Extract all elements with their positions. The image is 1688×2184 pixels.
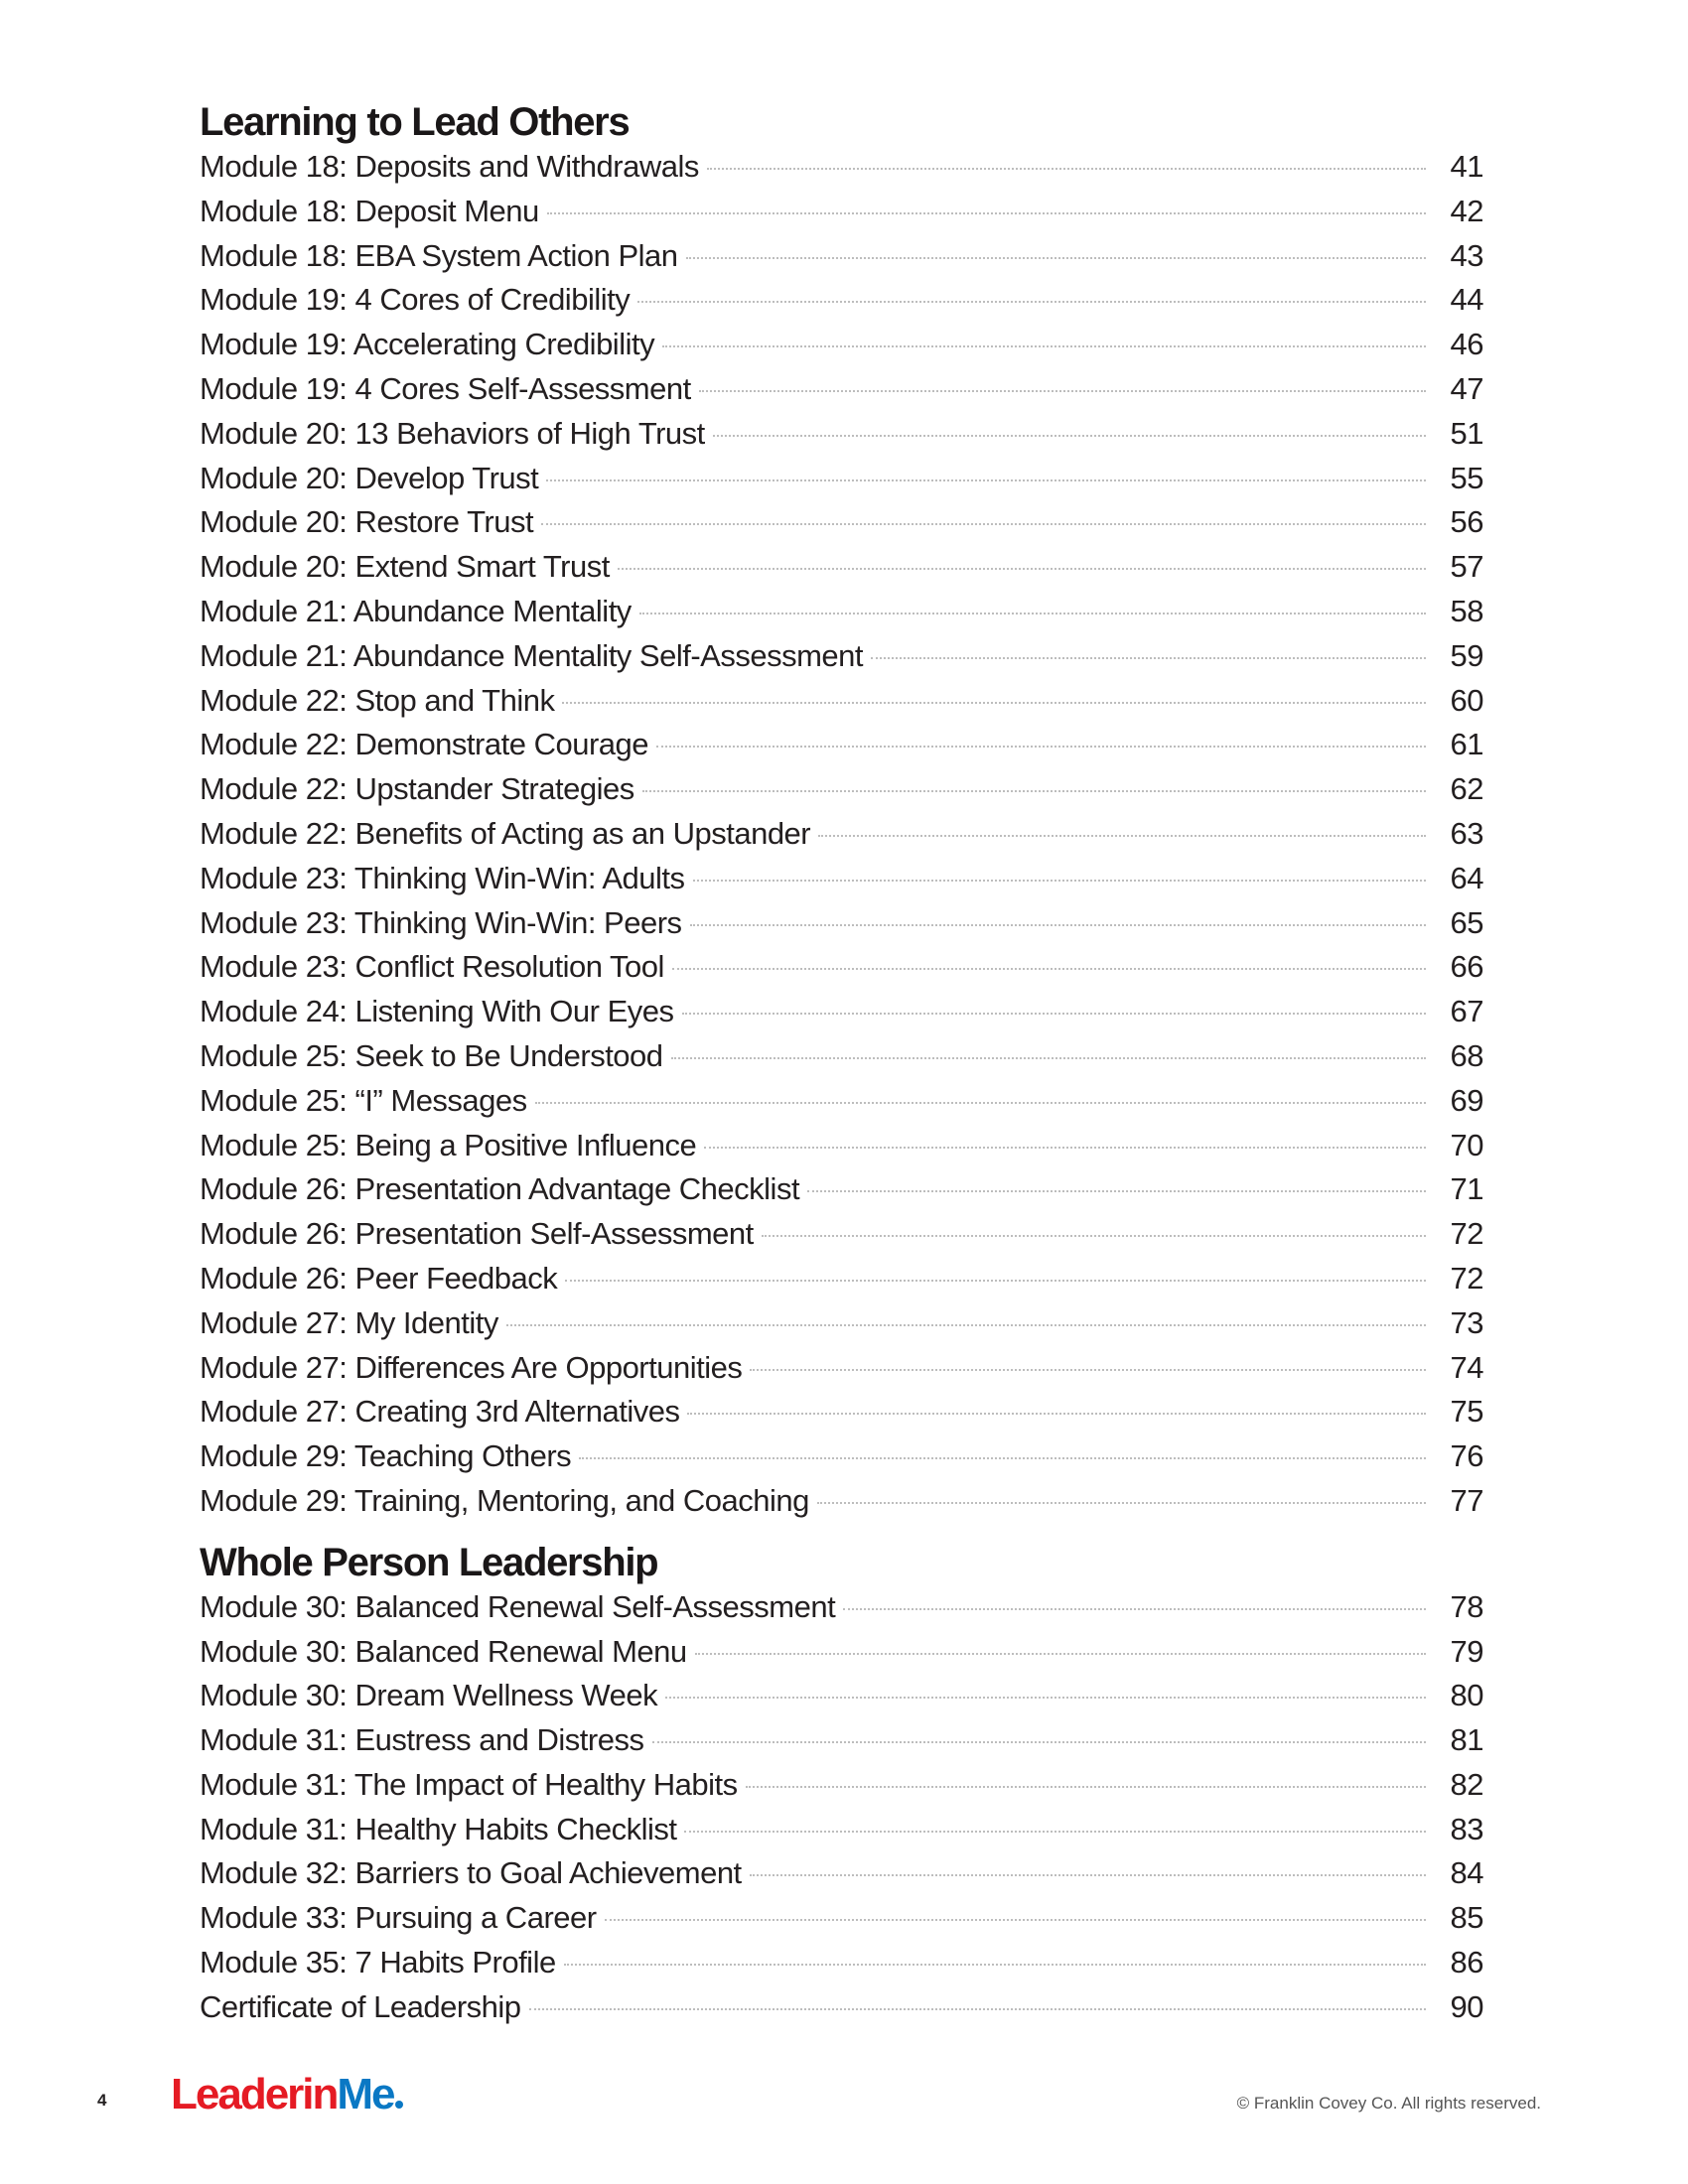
dot-leader (695, 1653, 1426, 1655)
toc-entry-title: Certificate of Leadership (200, 1988, 521, 2024)
toc-entry-title: Module 19: 4 Cores of Credibility (200, 282, 631, 318)
toc-entry-title: Module 30: Balanced Renewal Menu (200, 1633, 687, 1669)
toc-entry-title: Module 31: Healthy Habits Checklist (200, 1811, 677, 1846)
dot-leader (713, 435, 1426, 437)
dot-leader (682, 1013, 1426, 1015)
toc-entry-title: Module 20: Extend Smart Trust (200, 549, 610, 585)
toc-entry-title: Module 25: Seek to Be Understood (200, 1037, 663, 1073)
toc-entry-page: 51 (1450, 415, 1483, 451)
toc-entry-page: 60 (1450, 682, 1483, 718)
dot-leader (656, 746, 1426, 748)
toc-entry[interactable] (200, 504, 1483, 549)
toc-entry[interactable] (200, 1945, 1483, 1989)
dot-leader (672, 968, 1426, 970)
toc-entry-page: 82 (1450, 1766, 1483, 1802)
dot-leader (579, 1457, 1426, 1459)
dot-leader (684, 1831, 1426, 1833)
toc-entry[interactable] (200, 1900, 1483, 1945)
toc-entry-title: Module 27: My Identity (200, 1304, 498, 1340)
toc-entry[interactable] (200, 1261, 1483, 1305)
toc-entry-title: Module 31: Eustress and Distress (200, 1722, 644, 1758)
toc-entry[interactable] (200, 1305, 1483, 1350)
dot-leader (704, 1147, 1426, 1149)
dot-leader (639, 613, 1426, 614)
toc-entry[interactable] (200, 594, 1483, 638)
toc-list (200, 149, 1483, 1528)
toc-entry-page: 42 (1450, 193, 1483, 228)
logo-part-me: Me (337, 2070, 394, 2118)
toc-entry-title: Module 26: Presentation Advantage Checklist (200, 1171, 800, 1207)
toc-entry[interactable] (200, 461, 1483, 505)
toc-entry-page: 69 (1450, 1082, 1483, 1118)
toc-entry[interactable] (200, 1350, 1483, 1395)
dot-leader (687, 1413, 1426, 1415)
toc-entry-title: Module 29: Teaching Others (200, 1438, 572, 1474)
toc-entry-page: 85 (1450, 1900, 1483, 1936)
toc-entry[interactable] (200, 861, 1483, 905)
toc-entry[interactable] (200, 1855, 1483, 1900)
toc-entry-title: Module 20: Restore Trust (200, 504, 534, 540)
dot-leader (652, 1741, 1427, 1743)
toc-entry-title: Module 25: Being a Positive Influence (200, 1127, 697, 1162)
toc-entry[interactable] (200, 1589, 1483, 1634)
dot-leader (529, 2008, 1426, 2010)
toc-entry-page: 80 (1450, 1678, 1483, 1713)
toc-entry[interactable] (200, 905, 1483, 950)
dot-leader (565, 1280, 1426, 1282)
dot-leader (693, 880, 1427, 882)
toc-entry-title: Module 18: Deposit Menu (200, 193, 539, 228)
toc-entry-title: Module 22: Upstander Strategies (200, 771, 634, 807)
toc-entry-page: 63 (1450, 815, 1483, 851)
toc-entry[interactable] (200, 1083, 1483, 1128)
toc-entry-title: Module 24: Listening With Our Eyes (200, 994, 674, 1029)
toc-entry-title: Module 21: Abundance Mentality Self-Assessment (200, 637, 863, 673)
toc-entry-page: 77 (1450, 1482, 1483, 1518)
toc-entry-page: 46 (1450, 327, 1483, 362)
toc-entry-title: Module 20: 13 Behaviors of High Trust (200, 415, 705, 451)
toc-entry-page: 57 (1450, 549, 1483, 585)
toc-entry[interactable] (200, 1767, 1483, 1812)
toc-entry[interactable] (200, 1483, 1483, 1528)
toc-entry[interactable] (200, 994, 1483, 1038)
page-number: 4 (97, 2091, 107, 2110)
dot-leader (562, 702, 1426, 704)
toc-entry-title: Module 35: 7 Habits Profile (200, 1945, 556, 1980)
table-of-contents (200, 95, 1483, 2042)
toc-list (200, 1589, 1483, 2034)
toc-entry[interactable] (200, 771, 1483, 816)
toc-entry-page: 59 (1450, 637, 1483, 673)
toc-entry-page: 70 (1450, 1127, 1483, 1162)
toc-entry-page: 81 (1450, 1722, 1483, 1758)
toc-entry[interactable] (200, 816, 1483, 861)
leader-in-me-logo (171, 2070, 403, 2119)
toc-entry-title: Module 20: Develop Trust (200, 460, 539, 495)
toc-entry-page: 47 (1450, 370, 1483, 406)
toc-entry-page: 44 (1450, 282, 1483, 318)
toc-entry[interactable] (200, 1038, 1483, 1083)
dot-leader (618, 568, 1426, 570)
dot-leader (750, 1369, 1426, 1371)
toc-entry[interactable] (200, 1634, 1483, 1679)
toc-entry-page: 86 (1450, 1945, 1483, 1980)
toc-entry-title: Module 30: Balanced Renewal Self-Assessment (200, 1588, 836, 1624)
toc-entry-title: Module 31: The Impact of Healthy Habits (200, 1766, 738, 1802)
toc-entry-title: Module 22: Benefits of Acting as an Upstander (200, 815, 811, 851)
toc-entry-title: Module 22: Stop and Think (200, 682, 555, 718)
toc-entry-title: Module 23: Thinking Win-Win: Peers (200, 904, 682, 940)
dot-leader (535, 1102, 1426, 1104)
toc-entry-title: Module 18: EBA System Action Plan (200, 237, 678, 273)
toc-entry-page: 84 (1450, 1855, 1483, 1891)
logo-part-leader: Leader (171, 2070, 303, 2118)
toc-entry-page: 68 (1450, 1037, 1483, 1073)
toc-entry-title: Module 18: Deposits and Withdrawals (200, 149, 699, 184)
dot-leader (605, 1919, 1426, 1921)
toc-entry-page: 71 (1450, 1171, 1483, 1207)
toc-entry[interactable] (200, 238, 1483, 283)
dot-leader (750, 1874, 1426, 1876)
dot-leader (546, 479, 1426, 481)
toc-entry-title: Module 26: Peer Feedback (200, 1260, 558, 1296)
dot-leader (564, 1964, 1426, 1966)
toc-entry[interactable] (200, 727, 1483, 771)
section-title: Whole Person Leadership (200, 1540, 658, 1584)
dot-leader (686, 257, 1427, 259)
toc-entry-page: 65 (1450, 904, 1483, 940)
dot-leader (665, 1697, 1426, 1699)
toc-entry-title: Module 25: “I” Messages (200, 1082, 527, 1118)
toc-entry-title: Module 19: 4 Cores Self-Assessment (200, 370, 691, 406)
toc-entry-page: 43 (1450, 237, 1483, 273)
toc-entry-page: 66 (1450, 949, 1483, 985)
toc-entry-page: 55 (1450, 460, 1483, 495)
toc-entry[interactable] (200, 327, 1483, 371)
toc-entry[interactable] (200, 549, 1483, 594)
dot-leader (671, 1057, 1426, 1059)
toc-section (200, 1536, 1483, 2034)
dot-leader (707, 168, 1426, 170)
toc-entry-page: 64 (1450, 860, 1483, 895)
toc-entry-page: 58 (1450, 593, 1483, 628)
toc-entry[interactable] (200, 1171, 1483, 1216)
toc-entry[interactable] (200, 1216, 1483, 1261)
dot-leader (746, 1786, 1426, 1788)
dot-leader (690, 924, 1426, 926)
toc-entry[interactable] (200, 149, 1483, 194)
toc-entry-title: Module 22: Demonstrate Courage (200, 727, 648, 762)
toc-entry-page: 78 (1450, 1588, 1483, 1624)
dot-leader (818, 835, 1426, 837)
copyright-notice: © Franklin Covey Co. All rights reserved. (1236, 2094, 1541, 2113)
toc-entry[interactable] (200, 1989, 1483, 2034)
toc-entry[interactable] (200, 1438, 1483, 1483)
dot-leader (817, 1502, 1426, 1504)
dot-leader (637, 301, 1426, 303)
toc-entry-page: 74 (1450, 1349, 1483, 1385)
toc-entry-page: 72 (1450, 1260, 1483, 1296)
toc-entry[interactable] (200, 416, 1483, 461)
dot-leader (807, 1190, 1426, 1192)
toc-entry-page: 41 (1450, 149, 1483, 184)
dot-leader (642, 790, 1426, 792)
toc-entry[interactable] (200, 371, 1483, 416)
toc-entry-title: Module 21: Abundance Mentality (200, 593, 632, 628)
logo-part-in: in (302, 2070, 338, 2118)
toc-entry-page: 56 (1450, 504, 1483, 540)
dot-leader (871, 657, 1426, 659)
toc-entry[interactable] (200, 282, 1483, 327)
toc-section (200, 95, 1483, 1528)
toc-entry-page: 73 (1450, 1304, 1483, 1340)
toc-entry[interactable] (200, 683, 1483, 728)
toc-entry-title: Module 29: Training, Mentoring, and Coaching (200, 1482, 809, 1518)
toc-entry-title: Module 23: Thinking Win-Win: Adults (200, 860, 685, 895)
toc-entry-title: Module 32: Barriers to Goal Achievement (200, 1855, 742, 1891)
toc-entry-title: Module 27: Differences Are Opportunities (200, 1349, 743, 1385)
section-title: Learning to Lead Others (200, 100, 630, 144)
dot-leader (547, 212, 1426, 214)
logo-dot-icon (395, 2101, 403, 2109)
toc-entry-page: 72 (1450, 1216, 1483, 1252)
toc-entry-page: 76 (1450, 1438, 1483, 1474)
dot-leader (506, 1324, 1426, 1326)
toc-entry[interactable] (200, 1128, 1483, 1172)
toc-entry-title: Module 27: Creating 3rd Alternatives (200, 1394, 680, 1430)
toc-entry-page: 90 (1450, 1988, 1483, 2024)
dot-leader (662, 345, 1426, 347)
dot-leader (541, 523, 1426, 525)
toc-entry-page: 61 (1450, 727, 1483, 762)
toc-entry[interactable] (200, 1812, 1483, 1856)
toc-entry-page: 75 (1450, 1394, 1483, 1430)
toc-entry[interactable] (200, 638, 1483, 683)
toc-entry[interactable] (200, 194, 1483, 238)
toc-entry-title: Module 33: Pursuing a Career (200, 1900, 597, 1936)
toc-entry-page: 83 (1450, 1811, 1483, 1846)
toc-entry-title: Module 30: Dream Wellness Week (200, 1678, 658, 1713)
toc-entry-title: Module 26: Presentation Self-Assessment (200, 1216, 754, 1252)
toc-entry-title: Module 19: Accelerating Credibility (200, 327, 655, 362)
toc-entry-page: 79 (1450, 1633, 1483, 1669)
toc-entry-page: 67 (1450, 994, 1483, 1029)
toc-entry[interactable] (200, 1394, 1483, 1438)
toc-entry-title: Module 23: Conflict Resolution Tool (200, 949, 664, 985)
dot-leader (762, 1235, 1426, 1237)
toc-entry-page: 62 (1450, 771, 1483, 807)
toc-entry[interactable] (200, 1722, 1483, 1767)
toc-entry[interactable] (200, 949, 1483, 994)
toc-entry[interactable] (200, 1678, 1483, 1722)
dot-leader (843, 1608, 1426, 1610)
dot-leader (699, 390, 1426, 392)
